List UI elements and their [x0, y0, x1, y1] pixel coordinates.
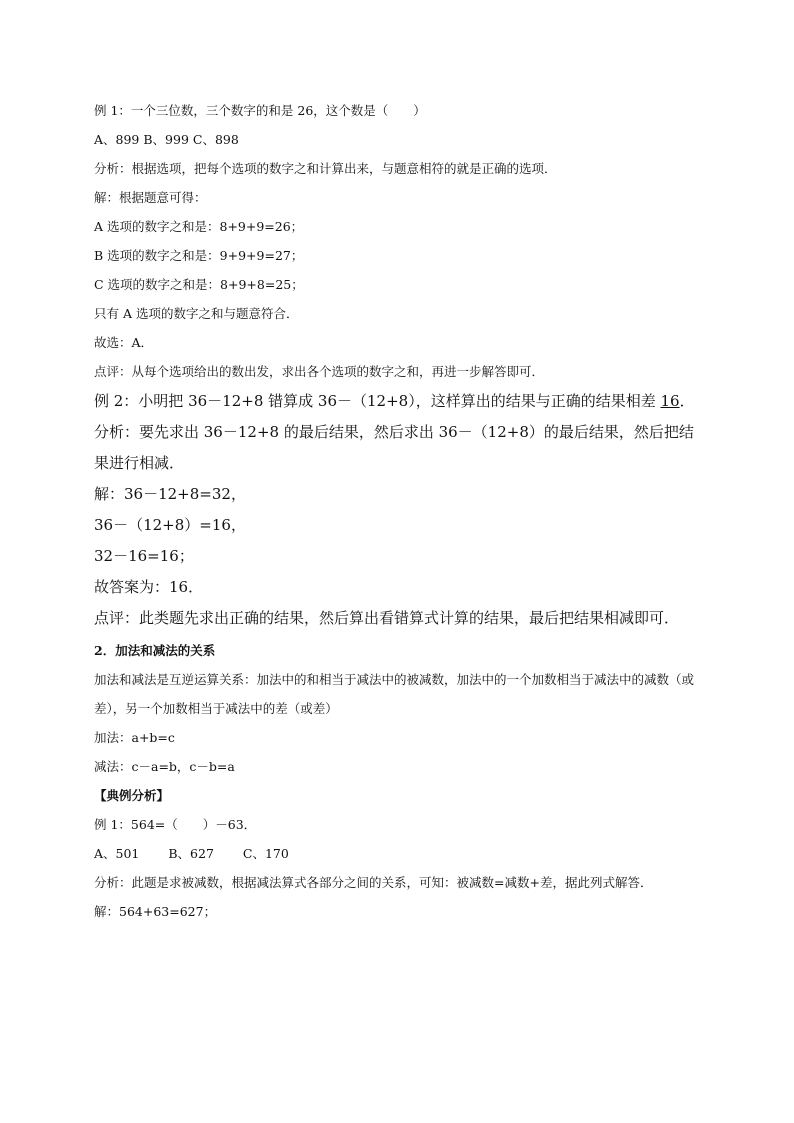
example-1-conclusion: 只有 A 选项的数字之和与题意符合．: [94, 306, 299, 321]
example-3-analysis: 分析：此题是求被减数，根据减法算式各部分之间的关系，可知：被减数=减数+差，据此列式解答．: [94, 875, 653, 890]
example-1-line-c: C 选项的数字之和是：8+9+8=25；: [94, 277, 304, 292]
example-2-solution-1: 解：36－12+8=32，: [94, 485, 246, 503]
example-3-options: A、501 B、627 C、170: [94, 846, 289, 861]
example-2-question-suffix: ．: [679, 392, 695, 410]
example-2-answer: 故答案为：16．: [94, 578, 204, 596]
example-3-question: 例 1：564=（ ）－63．: [94, 817, 257, 832]
example-2-analysis: 分析：要先求出 36－12+8 的最后结果，然后求出 36－（12+8）的最后结果，然后把结果进行相减．: [94, 423, 694, 472]
example-2-solution-3: 32－16=16；: [94, 547, 194, 565]
example-1-options: A、899 B、999 C、898: [94, 132, 239, 147]
example-3-solution: 解：564+63=627；: [94, 904, 217, 919]
example-2-question-prefix: 例 2：小明把 36－12+8 错算成 36－（12+8），这样算出的结果与正确的结果相差: [94, 392, 661, 410]
example-2-comment: 点评：此类题先求出正确的结果，然后算出看错算式计算的结果，最后把结果相减即可．: [94, 609, 680, 627]
example-1-comment: 点评：从每个选项给出的数出发，求出各个选项的数字之和，再进一步解答即可．: [94, 364, 545, 379]
example-2-solution-2: 36－（12+8）=16，: [94, 516, 246, 534]
section-2-description: 加法和减法是互逆运算关系：加法中的和相当于减法中的被减数，加法中的一个加数相当于减法中的减数（或差），另一个加数相当于减法中的差（或差）: [94, 672, 695, 716]
example-1-solution-intro: 解：根据题意可得：: [94, 190, 207, 205]
example-1-analysis: 分析：根据选项，把每个选项的数字之和计算出来，与题意相符的就是正确的选项．: [94, 161, 557, 176]
example-2-question-answer: 16: [660, 392, 680, 410]
document-page: [94, 96, 706, 926]
addition-formula: 加法：a+b=c: [94, 730, 175, 745]
typical-analysis-heading: 【典例分析】: [94, 788, 170, 803]
example-1-answer: 故选：A．: [94, 335, 154, 350]
section-2-heading: 2．加法和减法的关系: [94, 643, 216, 658]
subtraction-formula: 减法：c－a=b，c－b=a: [94, 759, 235, 774]
example-2-question: [94, 386, 706, 417]
example-1-line-a: A 选项的数字之和是：8+9+9=26；: [94, 219, 304, 234]
example-1-question: 例 1：一个三位数，三个数字的和是 26，这个数是（ ）: [94, 103, 426, 118]
example-1-line-b: B 选项的数字之和是：9+9+9=27；: [94, 248, 304, 263]
